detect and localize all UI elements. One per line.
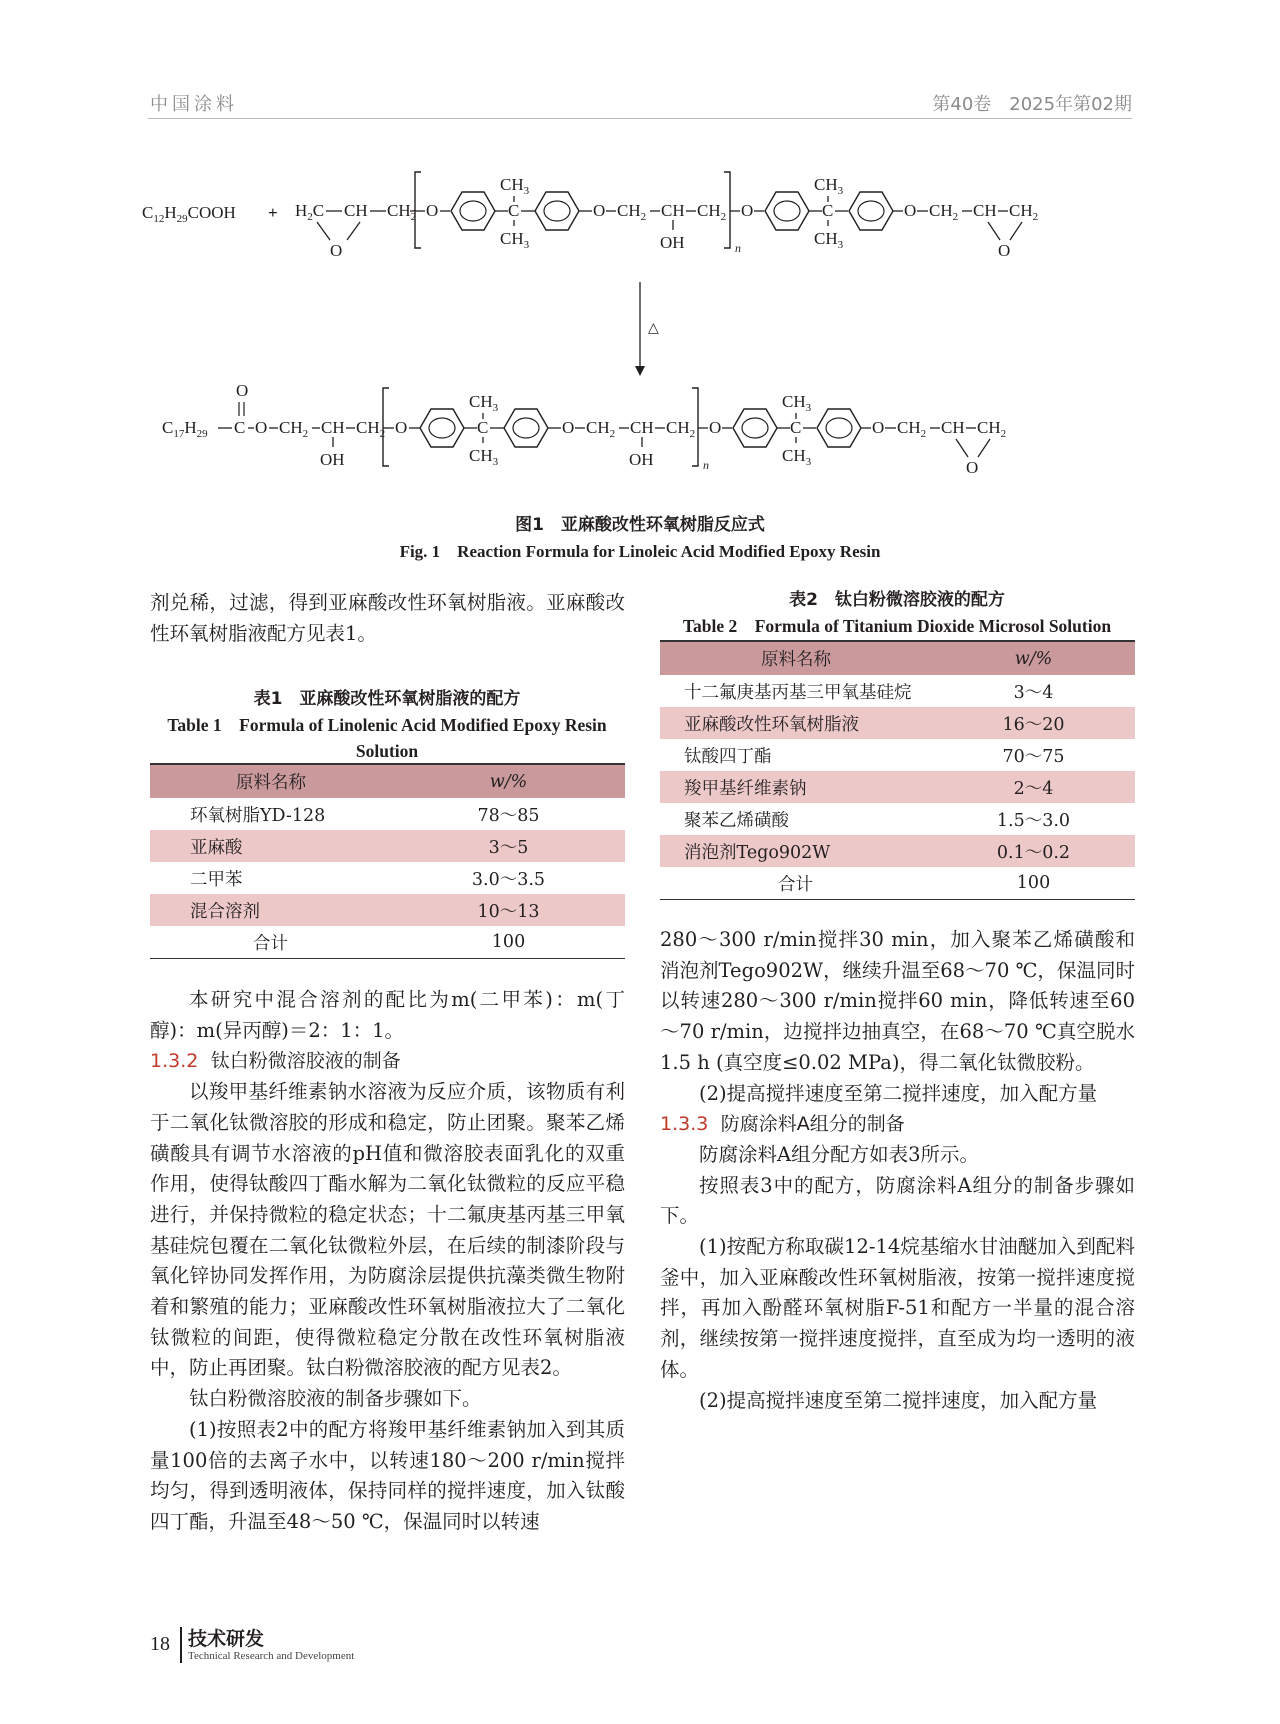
svg-text:CH2: $CH_2$	[977, 418, 1007, 440]
table1-caption-en: Table 1 Formula of Linolenic Acid Modified Epoxy Resin Solution	[167, 715, 607, 761]
footer-section-en: Technical Research and Development	[188, 1650, 355, 1662]
svg-text:O: O	[904, 201, 917, 220]
paragraph: 本研究中混合溶剂的配比为m(二甲苯)：m(丁醇)：m(异丙醇)＝2：1：1。	[150, 988, 625, 1042]
svg-text:CH: CH	[973, 201, 997, 220]
svg-text:CH3: $CH_3$	[782, 446, 812, 468]
table-cell-w: 10～13	[392, 894, 625, 926]
svg-text:CH3: $CH_3$	[500, 175, 530, 197]
svg-text:CH3: $CH_3$	[814, 229, 844, 251]
svg-text:CH3: $CH_3$	[782, 392, 812, 414]
section-heading-1-3-2	[150, 1046, 625, 1077]
section-heading-1-3-3	[660, 1109, 1135, 1140]
paragraph: 防腐涂料A组分配方如表3所示。	[699, 1142, 979, 1166]
svg-text:n: n	[735, 241, 741, 255]
svg-text:CH: CH	[941, 418, 965, 437]
svg-text:CH2: $CH_2$	[586, 418, 616, 440]
svg-text:CH: CH	[661, 201, 685, 220]
svg-text:O: O	[236, 381, 249, 400]
paragraph: 按照表3中的配方，防腐涂料A组分的制备步骤如下。	[660, 1173, 1135, 1228]
paragraph: (1)按照表2中的配方将羧甲基纤维素钠加入到其质量100倍的去离子水中，以转速180～200 r/min搅拌均匀，得到透明液体，保持同样的搅拌速度，加入钛酸四丁酯，升温至48～50 ℃，保温同时以转速	[150, 1417, 625, 1533]
table-row	[660, 803, 1135, 835]
section-title: 防腐涂料A组分的制备	[720, 1113, 905, 1136]
figure-caption-en: Fig. 1 Reaction Formula for Linoleic Acid Modified Epoxy Resin	[399, 542, 881, 561]
table-row	[150, 798, 625, 830]
table-cell-w: 78～85	[477, 805, 540, 826]
svg-text:CH3: $CH_3$	[500, 229, 530, 251]
svg-text:O: O	[741, 201, 754, 220]
table-row	[150, 830, 625, 862]
svg-text:CH2: $CH_2$	[897, 418, 927, 440]
svg-text:C: C	[234, 418, 246, 437]
table-cell-w: 70～75	[1002, 746, 1065, 767]
svg-text:CH2: $CH_2$	[279, 418, 309, 440]
table-header-w: w/%	[932, 641, 1135, 675]
paragraph: 剂兑稀，过滤，得到亚麻酸改性环氧树脂液。亚麻酸改性环氧树脂液配方见表1。	[150, 591, 625, 645]
table-cell-w: 0.1～0.2	[932, 835, 1135, 867]
table-row	[660, 707, 1135, 739]
right-column-body	[660, 925, 1135, 1416]
reactants-row	[142, 172, 1038, 260]
table-cell-name: 环氧树脂YD-128	[190, 805, 326, 826]
table2-caption-en: Table 2 Formula of Titanium Dioxide Microsol Solution	[682, 616, 1112, 636]
svg-text:CH3: $CH_3$	[469, 392, 499, 414]
table-header-row	[150, 764, 625, 798]
running-header	[148, 88, 1132, 119]
svg-text:CH2: $CH_2$	[387, 201, 417, 223]
reactant-acid-label: $C_{12}H_{29}COOH$	[142, 203, 236, 225]
svg-text:O: O	[426, 201, 439, 220]
table1	[150, 763, 625, 959]
table-header-name: 原料名称	[660, 641, 932, 675]
svg-text:O: O	[330, 241, 343, 260]
table-cell-name: 消泡剂Tego902W	[660, 835, 932, 867]
svg-text:CH2: $CH_2$	[356, 418, 386, 440]
svg-text:O: O	[966, 458, 979, 477]
table-cell-name: 亚麻酸改性环氧树脂液	[660, 707, 932, 739]
table2	[660, 640, 1135, 900]
paragraph: 以羧甲基纤维素钠水溶液为反应介质，该物质有利于二氧化钛微溶胶的形成和稳定，防止团聚。聚苯乙烯磺酸具有调节水溶液的pH值和微溶胶表面乳化的双重作用，使得钛酸四丁酯水解为二氧化钛微粒的反应平稳进行，并保持微粒的稳定状态；十二氟庚基丙基三甲氧基硅烷包覆在二氧化钛微粒外层，在后续的制漆阶段与氧化锌协同发挥作用，为防腐涂层提供抗藻类微生物附着和繁殖的能力；亚麻酸改性环氧树脂液拉大了二氧化钛微粒的间距，使得微粒稳定分散在改性环氧树脂液中，防止再团聚。钛白粉微溶胶液的配方见表2。	[150, 1080, 625, 1380]
product-row	[162, 381, 1006, 477]
footer-divider	[180, 1627, 182, 1663]
table-row	[660, 835, 1135, 867]
table-cell-w: 3.0～3.5	[471, 869, 546, 890]
table-cell-name: 混合溶剂	[150, 894, 392, 926]
journal-name: 中国涂料	[150, 94, 238, 115]
table-row	[150, 894, 625, 926]
left-column-top	[150, 588, 625, 649]
paragraph: 钛白粉微溶胶液的制备步骤如下。	[189, 1387, 482, 1411]
svg-text:CH2: $CH_2$	[617, 201, 647, 223]
svg-text:CH: CH	[321, 418, 345, 437]
svg-text:C17H29: $C_{17}H_{29}$	[162, 418, 208, 440]
table-header-w: w/%	[392, 764, 625, 798]
section-number: 1.3.2	[150, 1050, 199, 1073]
figure-caption-cn: 图1 亚麻酸改性环氧树脂反应式	[515, 515, 765, 535]
section-number: 1.3.3	[660, 1113, 709, 1136]
table-cell-w: 16～20	[932, 707, 1135, 739]
table-total-label: 合计	[150, 926, 392, 959]
svg-text:CH: CH	[630, 418, 654, 437]
paragraph: 280～300 r/min搅拌30 min，加入聚苯乙烯磺酸和消泡剂Tego902W，继续升温至68～70 ℃，保温同时以转速280～300 r/min搅拌60 min，降低转速至60～70 r/min，边搅拌边抽真空，在68～70 ℃真空脱水1.5 h (真空度≤0.02 MPa)，得二氧化钛微胶粉。	[660, 928, 1135, 1074]
table-row	[150, 862, 625, 894]
section-title: 钛白粉微溶胶液的制备	[210, 1050, 401, 1073]
svg-text:C: C	[790, 418, 802, 437]
table1-caption-cn: 表1 亚麻酸改性环氧树脂液的配方	[253, 689, 521, 709]
table-cell-name: 钛酸四丁酯	[684, 746, 772, 767]
svg-text:CH2: $CH_2$	[697, 201, 727, 223]
svg-text:C: C	[822, 201, 834, 220]
svg-text:CH3: $CH_3$	[469, 446, 499, 468]
table-header-name: 原料名称	[150, 764, 392, 798]
table-cell-w: 3～5	[392, 830, 625, 862]
table-total-value: 100	[392, 926, 625, 959]
svg-text:CH2: $CH_2$	[666, 418, 696, 440]
svg-text:C: C	[477, 418, 489, 437]
table-row	[660, 771, 1135, 803]
table1-caption	[148, 686, 626, 764]
table-cell-w: 3～4	[1013, 682, 1054, 703]
svg-text:C: C	[508, 201, 520, 220]
table-total-row	[150, 926, 625, 959]
issue-info: 第40卷 2025年第02期	[932, 94, 1132, 115]
svg-text:OH: OH	[320, 450, 345, 469]
table2-caption	[655, 587, 1139, 639]
svg-text:O: O	[562, 418, 575, 437]
table-cell-name: 十二氟庚基丙基三甲氧基硅烷	[684, 682, 912, 703]
svg-text:CH: CH	[344, 201, 368, 220]
svg-text:OH: OH	[629, 450, 654, 469]
svg-text:O: O	[255, 418, 268, 437]
table-row	[660, 739, 1135, 771]
svg-text:O: O	[872, 418, 885, 437]
footer-section-cn: 技术研发	[188, 1628, 265, 1650]
table2-caption-cn: 表2 钛白粉微溶胶液的配方	[789, 590, 1005, 610]
table-cell-w: 1.5～3.0	[996, 810, 1071, 831]
paragraph: (2)提高搅拌速度至第二搅拌速度，加入配方量	[699, 1388, 1098, 1412]
table-cell-name: 亚麻酸	[150, 830, 392, 862]
svg-text:CH2: $CH_2$	[1009, 201, 1039, 223]
svg-text:O: O	[998, 241, 1011, 260]
svg-text:H2C: $H_2C$	[295, 201, 325, 223]
table-total-row	[660, 867, 1135, 900]
table-total-value: 100	[932, 867, 1135, 900]
svg-text:O: O	[395, 418, 408, 437]
table-total-label: 合计	[660, 867, 932, 900]
page-number: 18	[150, 1633, 170, 1655]
svg-text:n: n	[703, 458, 709, 472]
svg-text:O: O	[593, 201, 606, 220]
svg-text:O: O	[709, 418, 722, 437]
paragraph: (2)提高搅拌速度至第二搅拌速度，加入配方量	[699, 1081, 1098, 1105]
table-row	[660, 675, 1135, 707]
svg-text:CH3: $CH_3$	[814, 175, 844, 197]
table-cell-w: 2～4	[932, 771, 1135, 803]
left-column-body	[150, 985, 625, 1538]
heat-condition: △	[648, 321, 659, 336]
svg-text:CH2: $CH_2$	[929, 201, 959, 223]
reaction-arrow	[635, 282, 659, 376]
svg-text:+: +	[268, 203, 278, 222]
table-header-row	[660, 641, 1135, 675]
reaction-scheme-svg	[140, 160, 1140, 500]
table-cell-name: 二甲苯	[190, 869, 243, 890]
svg-text:OH: OH	[660, 233, 685, 252]
table-cell-name: 聚苯乙烯磺酸	[684, 810, 789, 831]
paragraph: (1)按配方称取碳12-14烷基缩水甘油醚加入到配料釜中，加入亚麻酸改性环氧树脂液，按第一搅拌速度搅拌，再加入酚醛环氧树脂F-51和配方一半量的混合溶剂，继续按第一搅拌速度搅拌，直至成为均一透明的液体。	[660, 1235, 1135, 1381]
table-cell-name: 羧甲基纤维素钠	[660, 771, 932, 803]
